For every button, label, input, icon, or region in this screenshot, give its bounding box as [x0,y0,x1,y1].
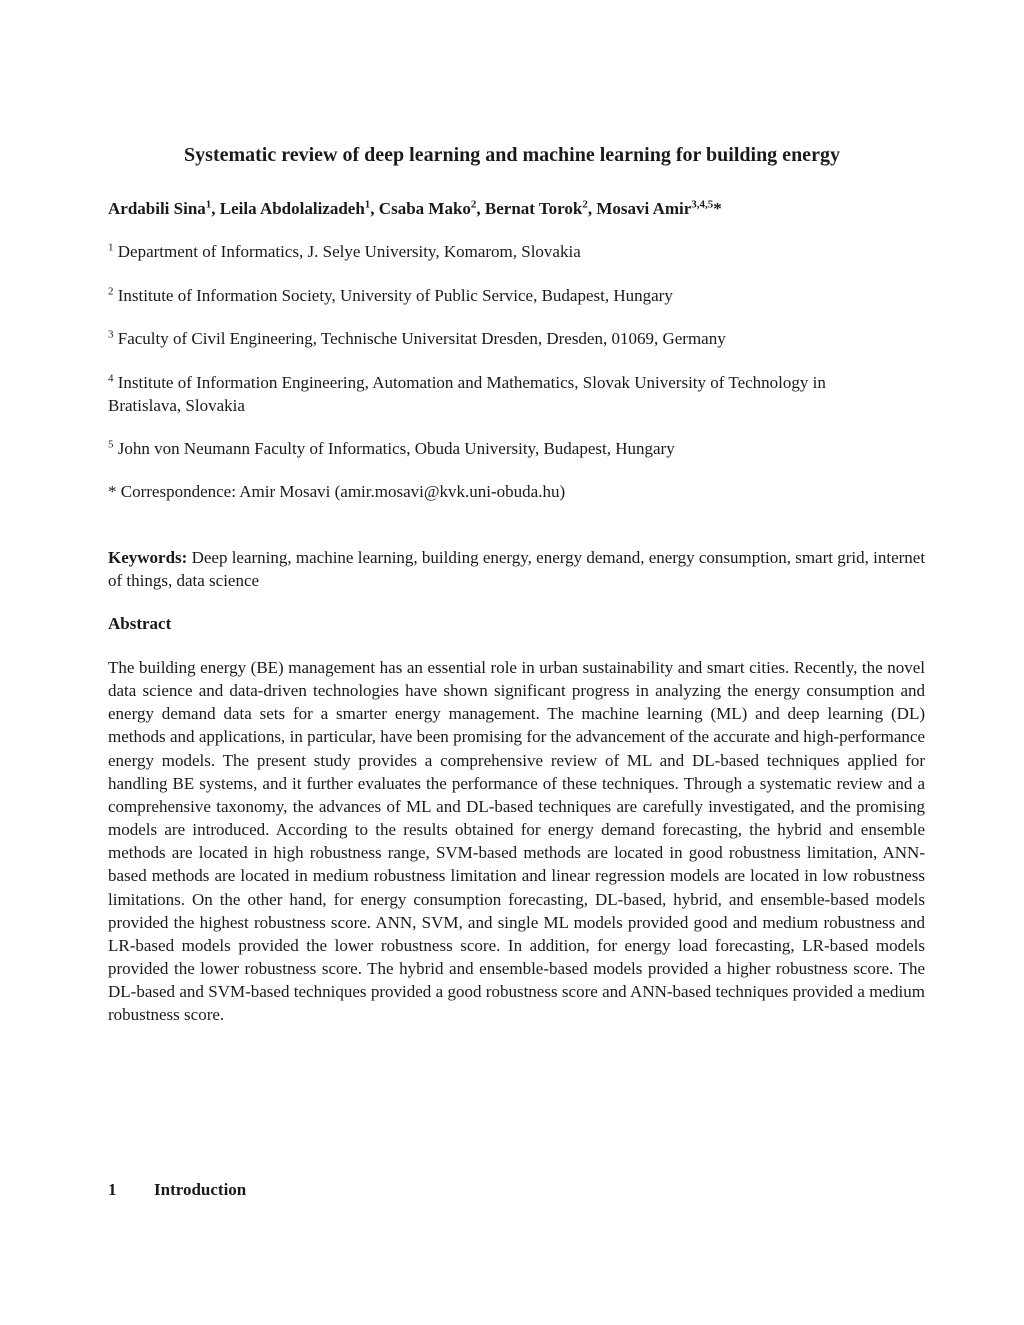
author-affiliation-marker: 1 [205,198,212,211]
author-affiliation-marker: 3,4,5 [691,198,714,211]
paper-title: Systematic review of deep learning and machine learning for building energy [184,144,840,166]
author-name: Mosavi Amir [596,199,692,218]
author-name: Bernat Torok [484,199,583,218]
section-title: Introduction [154,1180,247,1199]
author-list: Ardabili Sina$^1$, Leila Abdolalizadeh$^1$, Csaba Mako$^2$, Bernat Torok$^2$, Mosavi Amir$^{3,4,5}$* [108,198,722,218]
author-name: Leila Abdolalizadeh [219,199,365,218]
keywords [108,546,928,592]
abstract-heading: Abstract [108,614,172,633]
author-name: Ardabili Sina [108,199,206,218]
author-name: Csaba Mako [378,199,471,218]
author-affiliation-marker: 2 [582,198,588,211]
keywords-label: Keywords: [108,548,188,567]
affiliation: $^1$ Department of Informatics, J. Selye University, Komarom, Slovakia [108,241,581,261]
affiliation: $^4$ Institute of Information Engineering, Automation and Mathematics, Slovak University of Technology in Bratislava, Slovakia [108,372,826,415]
author-affiliation-marker: 1 [364,198,371,211]
affiliation: $^5$ John von Neumann Faculty of Informatics, Obuda University, Budapest, Hungary [108,438,675,458]
author-affiliation-marker: 2 [470,198,477,211]
correspondence: * Correspondence: Amir Mosavi (amir.mosavi@kvk.uni-obuda.hu) [108,482,566,501]
affiliation: $^2$ Institute of Information Society, University of Public Service, Budapest, Hungary [108,285,673,305]
keywords-text: Deep learning, machine learning, building energy, energy demand, energy consumption, smart grid, internet of things, data science [108,548,926,590]
section-heading [108,1178,246,1201]
abstract-body: The building energy (BE) management has an essential role in urban sustainability and smart cities. Recently, the novel data science and data-driven technologies have shown significant progress in analyzing the energy consumption and energy demand data sets for a smarter energy management. The machine learning (ML) and deep learning (DL) methods and applications, in particular, have been promising for the advancement of the accurate and high-performance energy models. The present study provides a comprehensive review of ML and DL-based techniques applied for handling BE systems, and it further evaluates the performance of these techniques. Through a systematic review and a comprehensive taxonomy, the advances of ML and DL-based techniques are carefully investigated, and the promising models are introduced. According to the results obtained for energy demand forecasting, the hybrid and ensemble methods are located in high robustness range, SVM-based methods are located in good robustness limitation, ANN-based methods are located in medium robustness limitation and linear regression models are located in low robustness limitations. On the other hand, for energy consumption forecasting, DL-based, hybrid, and ensemble-based models provided the highest robustness score. ANN, SVM, and single ML models provided good and medium robustness and LR-based models provided the lower robustness score. In addition, for energy load forecasting, LR-based models provided the lower robustness score. The hybrid and ensemble-based models provided a higher robustness score. The DL-based and SVM-based techniques provided a good robustness score and ANN-based techniques provided a medium robustness score. [108,658,925,1025]
affiliation: $^3$ Faculty of Civil Engineering, Technische Universitat Dresden, Dresden, 01069, Germany [108,328,726,348]
section-number: 1 [108,1180,117,1199]
